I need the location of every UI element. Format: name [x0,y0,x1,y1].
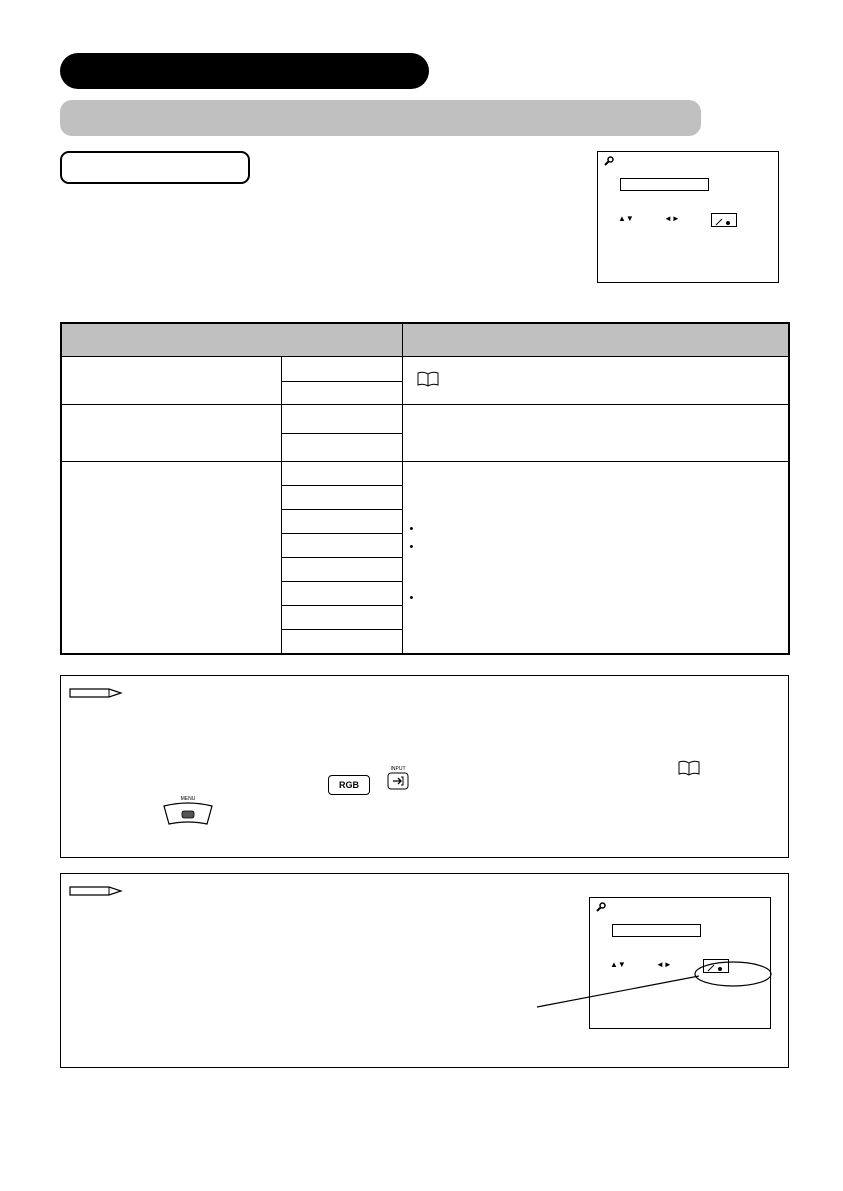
table-cell-description [402,357,789,405]
input-arrow-icon [387,772,409,790]
table-cell-item [61,357,281,405]
table-header-item [61,323,402,357]
table-cell-option [281,462,402,486]
section-tag [60,151,250,184]
table-cell-option [281,486,402,510]
header-title-pill [60,53,429,89]
bullet: • [409,592,414,604]
table-row [61,462,789,486]
table-cell-option [281,558,402,582]
wrench-icon [595,902,606,913]
up-down-arrows-icon: ▲▼ [610,960,626,969]
osd-selected-item [612,924,701,937]
table-header-description [402,323,789,357]
table-cell-option [281,510,402,534]
left-right-arrows-icon: ◄► [664,214,680,223]
input-button-illustration [386,766,410,792]
move-glyph-icon [712,217,734,227]
callout-ellipse [531,954,776,1014]
note-box-1 [60,675,789,858]
up-down-arrows-icon: ▲▼ [618,214,634,223]
move-icon [711,213,737,227]
bullet: • [409,541,414,553]
table-header-row [61,323,789,357]
menu-button-label: MENU [180,796,196,802]
table-cell-option [281,606,402,630]
header-subtitle-bar [60,100,701,136]
table-cell-option [281,405,402,434]
input-button-label: INPUT [390,766,406,772]
book-icon [417,371,439,387]
table-cell-option [281,534,402,558]
pencil-note-icon [69,884,123,898]
osd-menu-preview [597,151,779,283]
table-cell-option [281,582,402,606]
menu-button-icon [161,802,215,828]
osd-selected-item [620,178,709,191]
rgb-button-illustration [328,775,370,795]
left-right-arrows-icon: ◄► [656,960,672,969]
book-icon [678,760,700,776]
note-box-2 [60,873,789,1068]
table-cell-option [281,382,402,405]
table-cell-item [61,405,281,462]
spec-table [60,322,790,655]
bullet: • [409,523,414,535]
table-cell-option [281,357,402,382]
table-cell-option [281,434,402,462]
table-cell-description [402,405,789,462]
table-cell-option [281,630,402,654]
table-row [61,405,789,434]
intro-text [270,155,570,285]
pencil-note-icon [69,686,123,700]
menu-button-illustration [161,796,215,830]
table-row [61,357,789,382]
table-cell-item [61,462,281,654]
wrench-icon [603,156,614,167]
rgb-button-label: RGB [339,780,359,790]
table-cell-description [402,462,789,654]
